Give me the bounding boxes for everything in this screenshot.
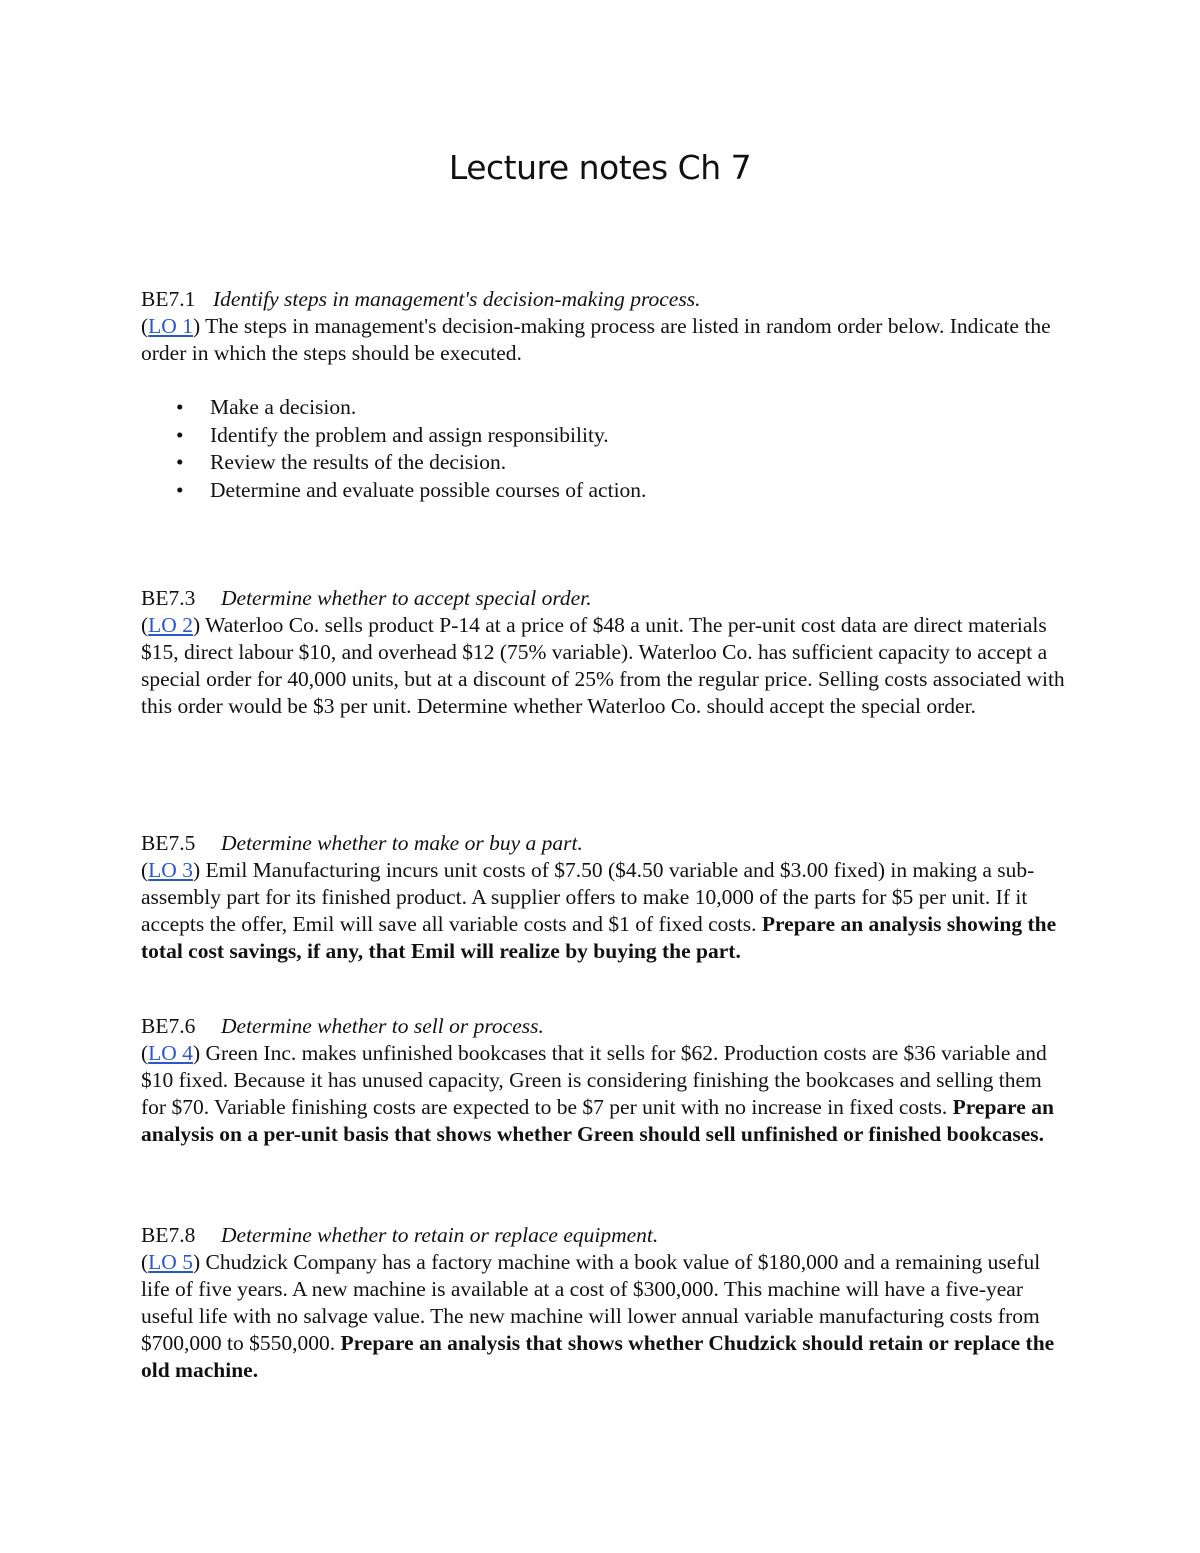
exercise-topic: Determine whether to retain or replace equipment.	[221, 1223, 659, 1247]
bullet-icon: •	[176, 395, 184, 419]
lo-4-link[interactable]: LO 4	[148, 1041, 193, 1065]
exercise-heading	[141, 1013, 1071, 1040]
page-title: Lecture notes Ch 7	[448, 148, 752, 187]
bullet-icon: •	[176, 477, 184, 502]
exercise-heading	[141, 830, 1071, 857]
lo-2-link[interactable]: LO 2	[148, 613, 193, 637]
exercise-text: Chudzick Company has a factory machine with a book value of $180,000 and a remaining useful life of five years. A new machine is available at a cost of $300,000. This machine will have a five-year useful life with no salvage value. The new machine will lower annual variable manufacturing costs from $700,000 to $550,000.	[141, 1250, 1041, 1355]
bullet-icon: •	[176, 422, 184, 447]
exercise-code: BE7.1	[141, 287, 196, 311]
exercise-text: The steps in management's decision-making process are listed in random order below. Indicate the order in which the steps should be executed.	[141, 314, 1051, 365]
list-item: • Make a decision.	[176, 395, 357, 419]
list-item: • Identify the problem and assign responsibility.	[176, 422, 609, 447]
lo-1-link[interactable]: LO 1	[148, 314, 193, 338]
exercise-heading	[141, 286, 1071, 313]
exercise-be7-6	[141, 1013, 1071, 1148]
exercise-topic: Determine whether to accept special order.	[221, 586, 592, 610]
exercise-topic: Determine whether to sell or process.	[221, 1014, 544, 1038]
exercise-topic: Determine whether to make or buy a part.	[221, 831, 583, 855]
list-item: • Review the results of the decision.	[176, 450, 507, 474]
exercise-code: BE7.5	[141, 831, 196, 855]
steps-list	[176, 394, 646, 504]
exercise-be7-1	[141, 286, 1071, 367]
exercise-instruction: Prepare an analysis on a per-unit basis that shows whether Green should sell unfinished or finished bookcases.	[141, 1095, 1054, 1146]
lo-3-link[interactable]: LO 3	[148, 858, 193, 882]
exercise-description: (LO 3) Emil Manufacturing incurs unit costs of $7.50 ($4.50 variable and $3.00 fixed) in making a sub-assembly part for its finished product. A supplier offers to make 10,000 of the parts for $5 per unit. If it accepts the offer, Emil will save all variable costs and $1 of fixed costs. Prepare an analysis showing the total cost savings, if any, that Emil will realize by buying the part.	[141, 858, 1057, 963]
exercise-instruction: Prepare an analysis showing the total cost savings, if any, that Emil will realize by buying the part.	[141, 912, 1057, 963]
bullet-icon: •	[176, 450, 184, 474]
exercise-description: (LO 4) Green Inc. makes unfinished bookcases that it sells for $62. Production costs are $36 variable and $10 fixed. Because it has unused capacity, Green is considering finishing the bookcases and selling them for $70. Variable finishing costs are expected to be $7 per unit with no increase in fixed costs. Prepare an analysis on a per-unit basis that shows whether Green should sell unfinished or finished bookcases.	[141, 1041, 1054, 1146]
exercise-code: BE7.8	[141, 1223, 196, 1247]
exercise-heading	[141, 585, 1071, 612]
exercise-description: (LO 5) Chudzick Company has a factory machine with a book value of $180,000 and a remaining useful life of five years. A new machine is available at a cost of $300,000. This machine will have a five-year useful life with no salvage value. The new machine will lower annual variable manufacturing costs from $700,000 to $550,000. Prepare an analysis that shows whether Chudzick should retain or replace the old machine.	[141, 1250, 1055, 1382]
exercise-description: (LO 1) The steps in management's decision-making process are listed in random order below. Indicate the order in which the steps should be executed.	[141, 314, 1051, 365]
exercise-heading	[141, 1222, 1071, 1249]
exercise-code: BE7.6	[141, 1014, 196, 1038]
exercise-be7-8	[141, 1222, 1071, 1384]
list-item: • Determine and evaluate possible courses of action.	[176, 477, 647, 502]
exercise-be7-3	[141, 585, 1071, 720]
exercise-code: BE7.3	[141, 586, 196, 610]
exercise-topic: Identify steps in management's decision-making process.	[213, 287, 701, 311]
exercise-instruction: Prepare an analysis that shows whether Chudzick should retain or replace the old machine.	[141, 1331, 1055, 1382]
exercise-description: (LO 2) Waterloo Co. sells product P-14 at a price of $48 a unit. The per-unit cost data are direct materials $15, direct labour $10, and overhead $12 (75% variable). Waterloo Co. has sufficient capacity to accept a special order for 40,000 units, but at a discount of 25% from the regular price. Selling costs associated with this order would be $3 per unit. Determine whether Waterloo Co. should accept the special order.	[141, 613, 1065, 718]
exercise-text: Green Inc. makes unfinished bookcases that it sells for $62. Production costs are $36 variable and $10 fixed. Because it has unused capacity, Green is considering finishing the bookcases and selling them for $70. Variable finishing costs are expected to be $7 per unit with no increase in fixed costs.	[141, 1041, 1047, 1119]
exercise-text: Waterloo Co. sells product P-14 at a price of $48 a unit. The per-unit cost data are direct materials $15, direct labour $10, and overhead $12 (75% variable). Waterloo Co. has sufficient capacity to accept a special order for 40,000 units, but at a discount of 25% from the regular price. Selling costs associated with this order would be $3 per unit. Determine whether Waterloo Co. should accept the special order.	[141, 613, 1065, 718]
exercise-be7-5	[141, 830, 1071, 965]
lo-5-link[interactable]: LO 5	[148, 1250, 193, 1274]
exercise-text: Emil Manufacturing incurs unit costs of $7.50 ($4.50 variable and $3.00 fixed) in making a sub-assembly part for its finished product. A supplier offers to make 10,000 of the parts for $5 per unit. If it accepts the offer, Emil will save all variable costs and $1 of fixed costs.	[141, 858, 1035, 936]
